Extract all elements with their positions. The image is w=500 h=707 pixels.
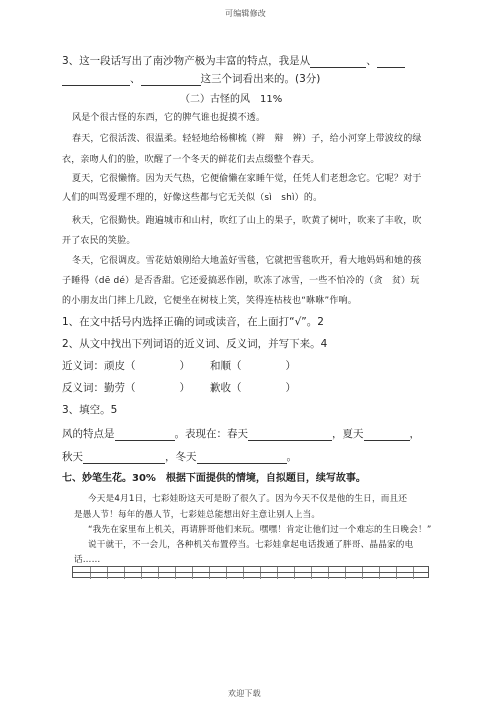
grid-cell[interactable]	[209, 573, 210, 579]
grid-cell[interactable]	[396, 573, 397, 579]
synonym-row	[62, 358, 296, 373]
q3-line2	[62, 71, 320, 86]
fill-row-2	[62, 449, 297, 464]
grid-cell[interactable]	[175, 567, 176, 572]
grid-cell[interactable]	[192, 567, 193, 572]
grid-cell[interactable]	[124, 567, 125, 572]
q3-blank-2[interactable]	[377, 57, 405, 68]
paren-close: ）	[285, 360, 296, 372]
story-line: 话……	[74, 555, 101, 565]
fill-text: 。表现在：春天	[174, 428, 248, 440]
fill-text: ，	[409, 428, 420, 440]
grid-cell[interactable]	[158, 567, 159, 572]
grid-cell[interactable]	[107, 573, 108, 579]
q3-blank-3[interactable]	[62, 75, 130, 86]
story-line: 是愚人节！每年的愚人节，七彩娃总能想出好主意让别人上当。	[74, 510, 321, 520]
section-7-title: 七、妙笔生花。30% 根据下面提供的情境，自拟题目，续写故事。	[62, 473, 366, 484]
fill-blank[interactable]	[115, 430, 175, 441]
passage-line: 开了农民的笑脸。	[62, 236, 136, 246]
q3-line1	[62, 53, 405, 68]
story-line: 说干就干，不一会儿，各种机关布置停当。七彩娃拿起电话拨通了胖哥、晶晶家的电	[88, 540, 414, 550]
grid-cell[interactable]	[209, 567, 210, 572]
grid-cell[interactable]	[260, 567, 261, 572]
passage-line: 夏天，它很懒惰。因为天气热，它便偷懒在家睡午觉，任凭人们老想念它。它呢？对于	[72, 174, 422, 184]
question-1: 1、在文中括号内选择正确的词或读音，在上面打“√”。2	[62, 316, 324, 328]
q3-text: 3、这一段话写出了南沙物产极为丰富的特点，我是从	[62, 55, 311, 67]
fill-text: 秋天	[62, 451, 83, 463]
grid-cell[interactable]	[362, 573, 363, 579]
grid-cell[interactable]	[277, 567, 278, 572]
grid-cell[interactable]	[124, 573, 125, 579]
q3-sep: 、	[366, 55, 377, 67]
grid-cell[interactable]	[192, 573, 193, 579]
grid-cell[interactable]	[141, 573, 142, 579]
passage-line: 春天，它很活泼、很温柔。轻轻地给杨柳梳（辫 辩 辨）子，给小河穿上带波纹的绿	[72, 134, 422, 144]
antonym-label: 反义词：勤劳（	[62, 382, 136, 394]
grid-cell[interactable]	[345, 573, 346, 579]
synonym-word-2: 和顺（	[210, 360, 242, 372]
q3-blank-1[interactable]	[310, 57, 366, 68]
q3-sep: 、	[130, 73, 141, 85]
grid-cell[interactable]	[413, 567, 414, 572]
paren-close: ）	[285, 382, 296, 394]
paren-close: ）	[179, 382, 190, 394]
q3-tail: 这三个词看出来的。(3分)	[200, 73, 321, 85]
page-header: 可编辑修改	[225, 9, 266, 18]
passage-line: 的小朋友出门摔上几跤，它便坐在树枝上笑，笑得连枯枝也“咻咻”作响。	[62, 296, 357, 306]
grid-cell[interactable]	[226, 573, 227, 579]
story-line: “我先在家里布上机关，再请胖哥他们来玩。嘿嘿！肯定让他们过一个难忘的生日晚会！”	[88, 525, 432, 535]
fill-text: 。	[286, 451, 297, 463]
fill-blank[interactable]	[248, 430, 332, 441]
passage-line: 冬天，它很调皮。雪花姑娘刚给大地盖好雪毯，它就把雪毯吹开，看大地妈妈和她的孩	[72, 256, 422, 266]
grid-row[interactable]	[73, 573, 428, 579]
question-3: 3、填空。5	[62, 404, 118, 416]
grid-cell[interactable]	[226, 567, 227, 572]
section-title: （二）古怪的风 11%	[180, 94, 283, 105]
grid-cell[interactable]	[311, 567, 312, 572]
page-footer: 欢迎下载	[228, 689, 261, 698]
grid-cell[interactable]	[328, 573, 329, 579]
fill-text: 风的特点是	[62, 428, 115, 440]
fill-blank[interactable]	[83, 453, 165, 464]
grid-cell[interactable]	[379, 573, 380, 579]
story-line: 今天是4月1日，七彩娃盼这天可是盼了很久了。因为今天不仅是他的生日，而且还	[88, 494, 408, 504]
grid-cell[interactable]	[243, 573, 244, 579]
fill-text: ，冬天	[165, 451, 197, 463]
synonym-label: 近义词：顽皮（	[62, 360, 136, 372]
passage-line: 秋天，它很勤快。跑遍城市和山村，吹红了山上的果子，吹黄了树叶，吹来了丰收，吹	[72, 216, 422, 226]
grid-cell[interactable]	[294, 567, 295, 572]
grid-cell[interactable]	[362, 567, 363, 572]
grid-cell[interactable]	[328, 567, 329, 572]
grid-cell[interactable]	[90, 573, 91, 579]
grid-cell[interactable]	[90, 567, 91, 572]
grid-cell[interactable]	[294, 573, 295, 579]
paren-close: ）	[179, 360, 190, 372]
fill-blank[interactable]	[197, 453, 287, 464]
grid-cell[interactable]	[243, 567, 244, 572]
grid-cell[interactable]	[158, 573, 159, 579]
grid-cell[interactable]	[379, 567, 380, 572]
fill-text: ，夏天	[332, 428, 364, 440]
passage-line: 子睡得（dē dé）是否香甜。它还爱搞恶作剧，吹冻了冰雪，一些不怕冷的（贪 贫）玩	[62, 276, 420, 286]
grid-cell[interactable]	[260, 573, 261, 579]
grid-cell[interactable]	[345, 567, 346, 572]
writing-grid[interactable]	[72, 566, 429, 578]
fill-row-1	[62, 426, 420, 441]
passage-line: 人们的叫骂爱理不理的，好像这些都与它无关似（sì shì）的。	[62, 193, 323, 203]
antonym-row	[62, 380, 296, 395]
grid-cell[interactable]	[396, 567, 397, 572]
fill-blank[interactable]	[364, 430, 410, 441]
antonym-word-2: 歉收（	[210, 382, 242, 394]
question-2: 2、从文中找出下列词语的近义词、反义词，并写下来。4	[62, 338, 328, 350]
grid-cell[interactable]	[107, 567, 108, 572]
passage-line: 衣，亲吻人们的脸，吹醒了一个冬天的鲜花们去点缀整个春天。	[62, 155, 320, 165]
grid-cell[interactable]	[413, 573, 414, 579]
grid-cell[interactable]	[311, 573, 312, 579]
grid-cell[interactable]	[141, 567, 142, 572]
grid-cell[interactable]	[277, 573, 278, 579]
passage-line: 风是个很古怪的东西，它的脾气谁也捉摸不透。	[72, 113, 266, 123]
q3-blank-4[interactable]	[141, 75, 201, 86]
grid-cell[interactable]	[175, 573, 176, 579]
